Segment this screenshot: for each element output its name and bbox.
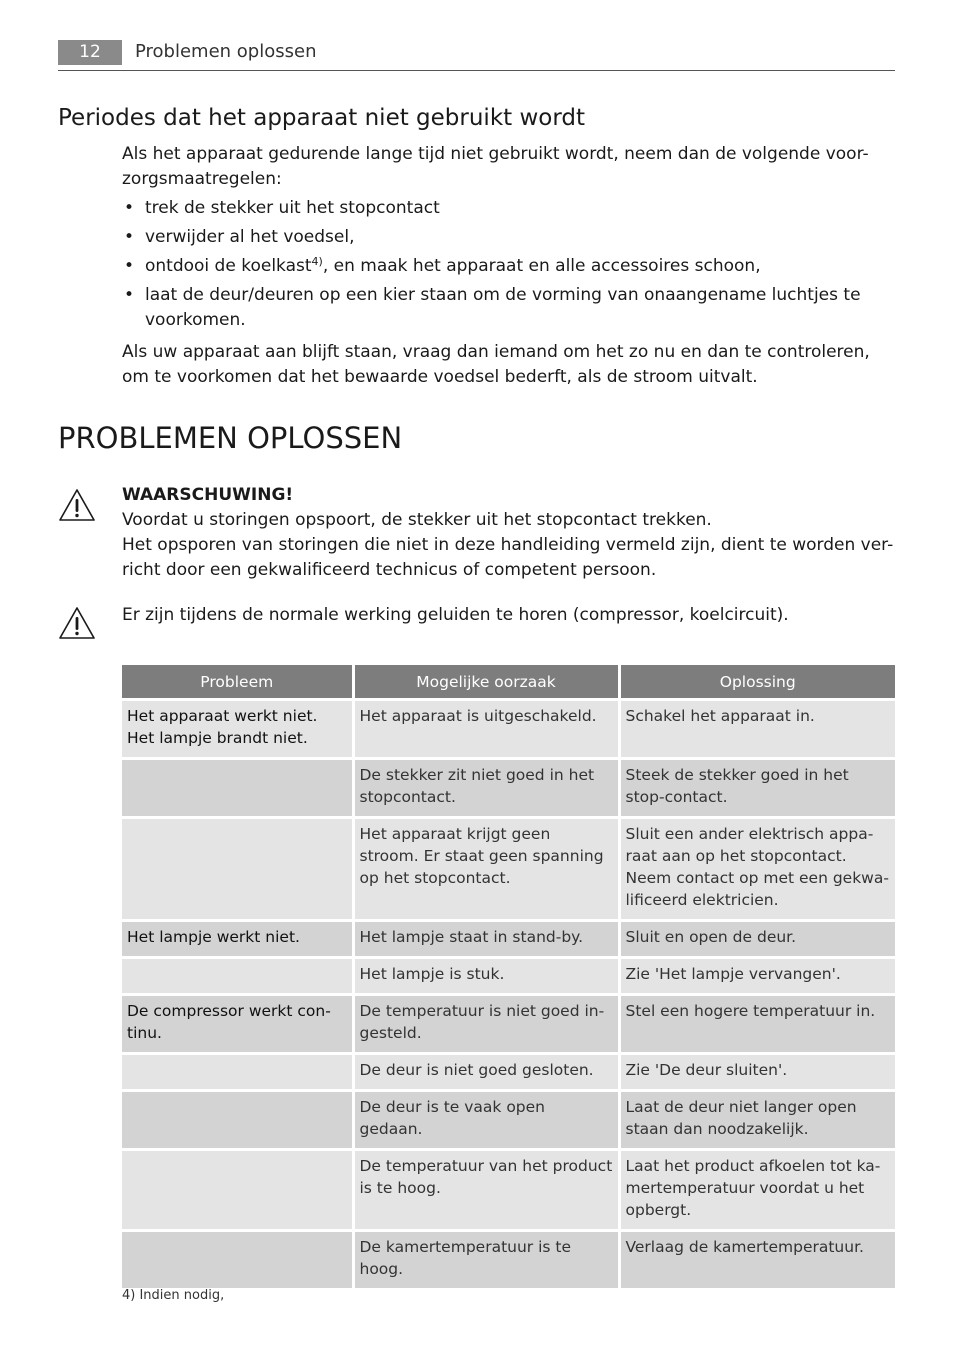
table-row [122,1150,895,1231]
list-item: • ontdooi de koelkast$^{4)}$, en maak het apparaat en alle accessoires schoon, [122,254,897,279]
cell-problem: De compressor werkt con-tinu. [122,995,353,1054]
list-item: • trek de stekker uit het stopcontact [122,196,897,221]
cell-cause: Het lampje staat in stand-by. [353,921,619,958]
cell-cause: Het apparaat is uitgeschakeld. [353,700,619,759]
cell-problem [122,1150,353,1231]
cell-solution: Verlaag de kamertemperatuur. [619,1231,895,1290]
precautions-list [122,196,897,337]
cell-problem [122,1091,353,1150]
main-heading-troubleshooting: PROBLEMEN OPLOSSEN [58,421,403,455]
cell-problem [122,1054,353,1091]
table-row [122,818,895,921]
bullet-icon: • [124,256,135,276]
cell-problem [122,1231,353,1290]
table-header-row [122,665,895,700]
cell-problem [122,818,353,921]
warning-text-line: Voordat u storingen opspoort, de stekker uit het stopcontact trekken. [122,510,712,530]
page-number: 12 [58,40,122,65]
table-row [122,995,895,1054]
cell-cause: Het apparaat krijgt geen stroom. Er staat geen spanning op het stopcontact. [353,818,619,921]
table-row [122,759,895,818]
table-row [122,958,895,995]
footnote: 4) Indien nodig, [122,1288,225,1303]
cell-solution: Schakel het apparaat in. [619,700,895,759]
cell-solution: Laat de deur niet langer open staan dan noodzakelijk. [619,1091,895,1150]
running-header-title: Problemen oplossen [135,41,317,62]
warning-triangle-icon [58,488,96,522]
footnote-ref: 4) [311,255,323,268]
bullet-icon: • [124,227,135,247]
cell-cause: De deur is niet goed gesloten. [353,1054,619,1091]
closing-paragraph: Als uw apparaat aan blijft staan, vraag dan iemand om het zo nu en dan te controleren, om te voorkomen dat het bewaarde voedsel bederft, als de stroom uitvalt. [122,342,870,387]
noise-note: Er zijn tijdens de normale werking geluiden te horen (compressor, koelcircuit). [122,605,789,625]
header-divider [58,70,895,71]
cell-cause: De deur is te vaak open gedaan. [353,1091,619,1150]
table-row [122,921,895,958]
cell-problem: Het lampje werkt niet. [122,921,353,958]
cell-solution: Sluit een ander elektrisch appa-raat aan op het stopcontact. Neem contact op met een gekwa-lificeerd elektricien. [619,818,895,921]
column-header-cause: Mogelijke oorzaak [353,665,619,700]
cell-cause: Het lampje is stuk. [353,958,619,995]
table-row [122,1091,895,1150]
cell-solution: Zie 'De deur sluiten'. [619,1054,895,1091]
cell-cause: De temperatuur van het product is te hoog. [353,1150,619,1231]
cell-problem [122,759,353,818]
cell-solution: Laat het product afkoelen tot ka-mertemperatuur voordat u het opbergt. [619,1150,895,1231]
cell-solution: Steek de stekker goed in het stop-contact. [619,759,895,818]
cell-problem: Het apparaat werkt niet. Het lampje brandt niet. [122,700,353,759]
table-row [122,1054,895,1091]
warning-triangle-icon [58,606,96,640]
cell-cause: De kamertemperatuur is te hoog. [353,1231,619,1290]
warning-title: WAARSCHUWING! [122,485,294,505]
intro-paragraph: Als het apparaat gedurende lange tijd niet gebruikt wordt, neem dan de volgende voor-zorgsmaatregelen: [122,144,869,189]
column-header-solution: Oplossing [619,665,895,700]
cell-cause: De temperatuur is niet goed in-gesteld. [353,995,619,1054]
warning-block [122,483,897,583]
troubleshooting-table [122,665,895,1291]
cell-solution: Stel een hogere temperatuur in. [619,995,895,1054]
list-item: • laat de deur/deuren op een kier staan om de vorming van onaangename luchtjes te voorkomen. [124,285,861,330]
warning-text-line: Het opsporen van storingen die niet in deze handleiding vermeld zijn, dient te worden ver-richt door een gekwalificeerd technicus of competent persoon. [122,535,894,580]
list-item: • verwijder al het voedsel, [122,225,897,250]
table-row [122,700,895,759]
cell-solution: Sluit en open de deur. [619,921,895,958]
table-row [122,1231,895,1290]
cell-cause: De stekker zit niet goed in het stopcontact. [353,759,619,818]
bullet-icon: • [124,285,135,305]
cell-solution: Zie 'Het lampje vervangen'. [619,958,895,995]
cell-problem [122,958,353,995]
bullet-icon: • [124,198,135,218]
section-heading-unused-periods: Periodes dat het apparaat niet gebruikt wordt [58,105,586,131]
column-header-problem: Probleem [122,665,353,700]
